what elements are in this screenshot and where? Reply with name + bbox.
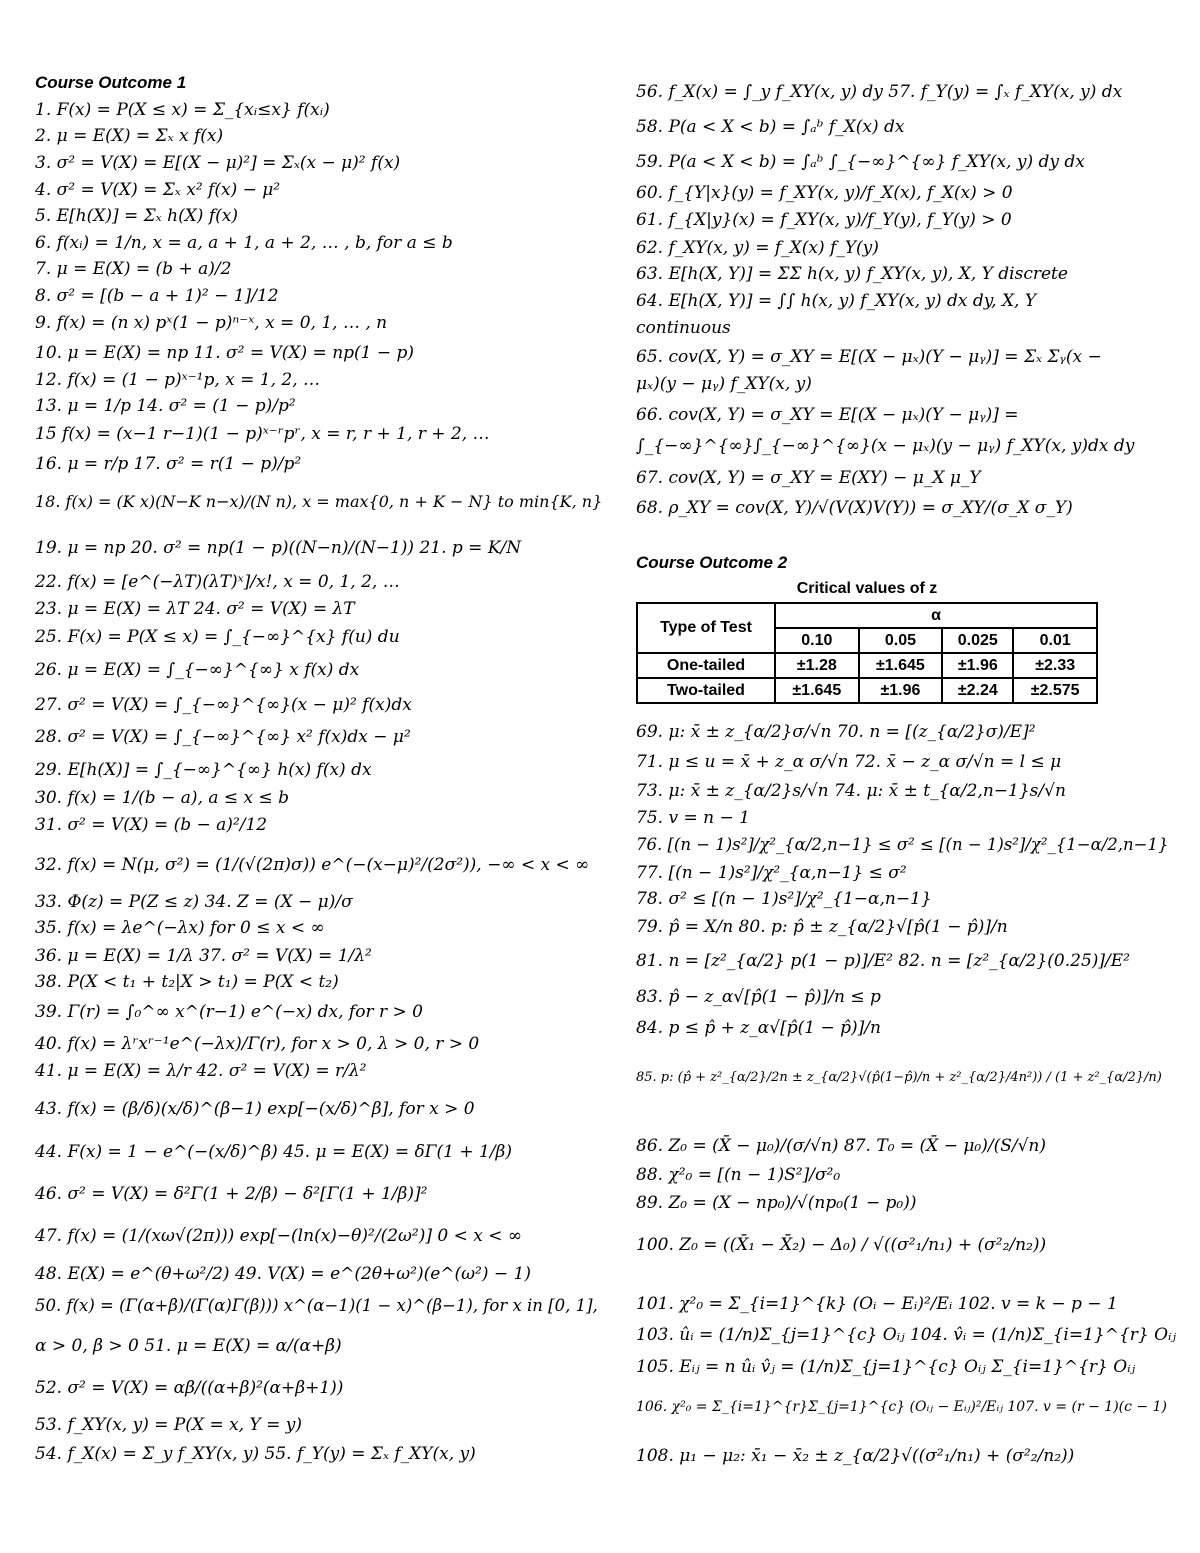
formula-line: 103. ûᵢ = (1/n)Σ_{j=1}^{c} Oᵢⱼ 104. v̂ᵢ = (1/n)Σ_{i=1}^{r} Oᵢⱼ [636, 1325, 1176, 1345]
formula-line: 33. Φ(z) = P(Z ≤ z) 34. Z = (X − μ)/σ [35, 892, 353, 912]
formula-line: 15 f(x) = (x−1 r−1)(1 − p)ˣ⁻ʳpʳ, x = r, r + 1, r + 2, … [35, 424, 490, 444]
formula-line: 106. χ²₀ = Σ_{i=1}^{r}Σ_{j=1}^{c} (Oᵢⱼ − Eᵢⱼ)²/Eᵢⱼ 107. v = (r − 1)(c − 1) [636, 1399, 1167, 1415]
formula-line: 22. f(x) = [e^(−λT)(λT)ˣ]/x!, x = 0, 1, 2, … [35, 572, 400, 592]
formula-line: 77. [(n − 1)s²]/χ²_{α,n−1} ≤ σ² [636, 863, 907, 883]
formula-line: 10. μ = E(X) = np 11. σ² = V(X) = np(1 − p) [35, 343, 415, 363]
formula-line: 58. P(a < X < b) = ∫ₐᵇ f_X(x) dx [636, 117, 905, 137]
formula-line: 69. μ: x̄ ± z_{α/2}σ/√n 70. n = [(z_{α/2}σ)/E]² [636, 722, 1036, 742]
formula-line: 105. Eᵢⱼ = n ûᵢ v̂ⱼ = (1/n)Σ_{j=1}^{c} Oᵢⱼ Σ_{i=1}^{r} Oᵢⱼ [636, 1357, 1136, 1377]
formula-line: 5. E[h(X)] = Σₓ h(X) f(x) [35, 206, 238, 226]
formula-line: 28. σ² = V(X) = ∫_{−∞}^{∞} x² f(x)dx − μ² [35, 727, 411, 747]
formula-line: 8. σ² = [(b − a + 1)² − 1]/12 [35, 286, 279, 306]
formula-line: 71. μ ≤ u = x̄ + z_α σ/√n 72. x̄ − z_α σ/√n = l ≤ μ [636, 752, 1062, 772]
formula-line: 48. E(X) = e^(θ+ω²/2) 49. V(X) = e^(2θ+ω²)(e^(ω²) − 1) [35, 1264, 531, 1284]
alpha-value: 0.025 [942, 628, 1013, 653]
formula-line: 79. p̂ = X/n 80. p: p̂ ± z_{α/2}√[p̂(1 − p̂)]/n [636, 917, 1008, 937]
formula-line: 1. F(x) = P(X ≤ x) = Σ_{xᵢ≤x} f(xᵢ) [35, 100, 330, 120]
table-cell: ±1.96 [942, 653, 1013, 678]
formula-line: continuous [636, 318, 731, 338]
row-label: Two-tailed [637, 678, 775, 703]
formula-line: 85. p: (p̂ + z²_{α/2}/2n ± z_{α/2}√(p̂(1−p̂)/n + z²_{α/2}/4n²)) / (1 + z²_{α/2}/n) [636, 1070, 1162, 1085]
formula-line: 27. σ² = V(X) = ∫_{−∞}^{∞}(x − μ)² f(x)dx [35, 695, 412, 715]
formula-line: 7. μ = E(X) = (b + a)/2 [35, 259, 232, 279]
formula-line: 23. μ = E(X) = λT 24. σ² = V(X) = λT [35, 599, 355, 619]
formula-line: 6. f(xᵢ) = 1/n, x = a, a + 1, a + 2, … , b, for a ≤ b [35, 233, 453, 253]
formula-line: 78. σ² ≤ [(n − 1)s²]/χ²_{1−α,n−1} [636, 889, 932, 909]
formula-line: 65. cov(X, Y) = σ_XY = E[(X − μₓ)(Y − μᵧ)] = Σₓ Σᵧ(x − [636, 347, 1102, 367]
formula-line: ∫_{−∞}^{∞}∫_{−∞}^{∞}(x − μₓ)(y − μᵧ) f_XY(x, y)dx dy [636, 436, 1135, 456]
alpha-value: 0.10 [775, 628, 859, 653]
alpha-value: 0.05 [859, 628, 943, 653]
formula-line: 83. p̂ − z_α√[p̂(1 − p̂)]/n ≤ p [636, 987, 881, 1007]
formula-line: 67. cov(X, Y) = σ_XY = E(XY) − μ_X μ_Y [636, 468, 981, 488]
formula-line: 66. cov(X, Y) = σ_XY = E[(X − μₓ)(Y − μᵧ)] = [636, 405, 1019, 425]
table-cell: ±2.33 [1013, 653, 1097, 678]
table-row [637, 678, 1097, 703]
formula-line: 60. f_{Y|x}(y) = f_XY(x, y)/f_X(x), f_X(x) > 0 [636, 183, 1013, 203]
formula-line: 81. n = [z²_{α/2} p(1 − p)]/E² 82. n = [z²_{α/2}(0.25)]/E² [636, 951, 1130, 971]
formula-line: 25. F(x) = P(X ≤ x) = ∫_{−∞}^{x} f(u) du [35, 627, 400, 647]
formula-line: 36. μ = E(X) = 1/λ 37. σ² = V(X) = 1/λ² [35, 946, 372, 966]
formula-line: 84. p ≤ p̂ + z_α√[p̂(1 − p̂)]/n [636, 1018, 881, 1038]
formula-line: 31. σ² = V(X) = (b − a)²/12 [35, 815, 268, 835]
alpha-header: α [775, 603, 1097, 628]
formula-line: 100. Z₀ = ((X̄₁ − X̄₂) − Δ₀) / √((σ²₁/n₁) + (σ²₂/n₂)) [636, 1235, 1047, 1255]
formula-line: 13. μ = 1/p 14. σ² = (1 − p)/p² [35, 396, 296, 416]
formula-line: 41. μ = E(X) = λ/r 42. σ² = V(X) = r/λ² [35, 1061, 367, 1081]
table-cell: ±1.96 [859, 678, 943, 703]
formula-line: 52. σ² = V(X) = αβ/((α+β)²(α+β+1)) [35, 1378, 344, 1398]
formula-line: 50. f(x) = (Γ(α+β)/(Γ(α)Γ(β))) x^(α−1)(1 − x)^(β−1), for x in [0, 1], [35, 1296, 598, 1315]
alpha-value: 0.01 [1013, 628, 1097, 653]
formula-line: 47. f(x) = (1/(xω√(2π))) exp[−(ln(x)−θ)²/(2ω²)] 0 < x < ∞ [35, 1226, 523, 1246]
formula-line: 26. μ = E(X) = ∫_{−∞}^{∞} x f(x) dx [35, 660, 360, 680]
formula-line: 73. μ: x̄ ± z_{α/2}s/√n 74. μ: x̄ ± t_{α/2,n−1}s/√n [636, 781, 1066, 801]
formula-line: 35. f(x) = λe^(−λx) for 0 ≤ x < ∞ [35, 918, 325, 938]
formula-line: 53. f_XY(x, y) = P(X = x, Y = y) [35, 1415, 303, 1435]
formula-line: 40. f(x) = λʳxʳ⁻¹e^(−λx)/Γ(r), for x > 0, λ > 0, r > 0 [35, 1034, 480, 1054]
course-outcome-2-heading: Course Outcome 2 [636, 553, 788, 572]
formula-line: μₓ)(y − μᵧ) f_XY(x, y) [636, 374, 812, 394]
formula-line: 9. f(x) = (n x) pˣ(1 − p)ⁿ⁻ˣ, x = 0, 1, … , n [35, 313, 388, 333]
formula-line: 68. ρ_XY = cov(X, Y)/√(V(X)V(Y)) = σ_XY/(σ_X σ_Y) [636, 498, 1073, 518]
formula-line: 101. χ²₀ = Σ_{i=1}^{k} (Oᵢ − Eᵢ)²/Eᵢ 102. v = k − p − 1 [636, 1294, 1118, 1314]
formula-line: 76. [(n − 1)s²]/χ²_{α/2,n−1} ≤ σ² ≤ [(n − 1)s²]/χ²_{1−α/2,n−1} [636, 835, 1169, 854]
formula-line: 62. f_XY(x, y) = f_X(x) f_Y(y) [636, 238, 879, 258]
formula-line: 63. E[h(X, Y)] = ΣΣ h(x, y) f_XY(x, y), X, Y discrete [636, 264, 1068, 284]
formula-line: 43. f(x) = (β/δ)(x/δ)^(β−1) exp[−(x/δ)^β], for x > 0 [35, 1099, 475, 1119]
critical-values-table [636, 602, 1098, 704]
formula-line: 38. P(X < t₁ + t₂|X > t₁) = P(X < t₂) [35, 972, 339, 992]
critical-values-title: Critical values of z [796, 580, 938, 597]
formula-line: α > 0, β > 0 51. μ = E(X) = α/(α+β) [35, 1336, 342, 1356]
formula-line: 86. Z₀ = (X̄ − μ₀)/(σ/√n) 87. T₀ = (X̄ − μ₀)/(S/√n) [636, 1136, 1046, 1156]
table-cell: ±2.24 [942, 678, 1013, 703]
formula-line: 64. E[h(X, Y)] = ∫∫ h(x, y) f_XY(x, y) dx dy, X, Y [636, 291, 1037, 311]
formula-line: 18. f(x) = (K x)(N−K n−x)/(N n), x = max{0, n + K − N} to min{K, n} [35, 492, 603, 511]
formula-line: 16. μ = r/p 17. σ² = r(1 − p)/p² [35, 454, 302, 474]
formula-line: 56. f_X(x) = ∫_y f_XY(x, y) dy 57. f_Y(y) = ∫ₓ f_XY(x, y) dx [636, 82, 1123, 102]
formula-line: 54. f_X(x) = Σ_y f_XY(x, y) 55. f_Y(y) = Σₓ f_XY(x, y) [35, 1444, 476, 1464]
formula-line: 39. Γ(r) = ∫₀^∞ x^(r−1) e^(−x) dx, for r > 0 [35, 1002, 423, 1022]
formula-line: 12. f(x) = (1 − p)ˣ⁻¹p, x = 1, 2, … [35, 370, 321, 390]
formula-line: 44. F(x) = 1 − e^(−(x/δ)^β) 45. μ = E(X) = δΓ(1 + 1/β) [35, 1142, 513, 1162]
formula-line: 88. χ²₀ = [(n − 1)S²]/σ²₀ [636, 1165, 841, 1185]
formula-line: 4. σ² = V(X) = Σₓ x² f(x) − μ² [35, 180, 281, 200]
formula-line: 59. P(a < X < b) = ∫ₐᵇ ∫_{−∞}^{∞} f_XY(x, y) dy dx [636, 152, 1085, 172]
formula-line: 108. μ₁ − μ₂: x̄₁ − x̄₂ ± z_{α/2}√((σ²₁/n₁) + (σ²₂/n₂)) [636, 1446, 1075, 1466]
table-cell: ±1.645 [775, 678, 859, 703]
formula-line: 61. f_{X|y}(x) = f_XY(x, y)/f_Y(y), f_Y(y) > 0 [636, 210, 1012, 230]
type-of-test-header: Type of Test [637, 603, 775, 653]
formula-line: 46. σ² = V(X) = δ²Γ(1 + 2/β) − δ²[Γ(1 + 1/β)]² [35, 1184, 428, 1204]
formula-line: 19. μ = np 20. σ² = np(1 − p)((N−n)/(N−1)) 21. p = K/N [35, 538, 522, 558]
formula-line: 89. Z₀ = (X − np₀)/√(np₀(1 − p₀)) [636, 1193, 917, 1213]
formula-line: 75. v = n − 1 [636, 808, 750, 828]
formula-line: 2. μ = E(X) = Σₓ x f(x) [35, 126, 224, 146]
formula-line: 30. f(x) = 1/(b − a), a ≤ x ≤ b [35, 788, 290, 808]
row-label: One-tailed [637, 653, 775, 678]
formula-line: 32. f(x) = N(μ, σ²) = (1/(√(2π)σ)) e^(−(x−μ)²/(2σ²)), −∞ < x < ∞ [35, 855, 590, 875]
table-cell: ±2.575 [1013, 678, 1097, 703]
formula-line: 29. E[h(X)] = ∫_{−∞}^{∞} h(x) f(x) dx [35, 760, 372, 780]
table-cell: ±1.28 [775, 653, 859, 678]
table-cell: ±1.645 [859, 653, 943, 678]
course-outcome-1-heading: Course Outcome 1 [35, 73, 187, 92]
formula-line: 3. σ² = V(X) = E[(X − μ)²] = Σₓ(x − μ)² f(x) [35, 153, 401, 173]
table-row [637, 653, 1097, 678]
